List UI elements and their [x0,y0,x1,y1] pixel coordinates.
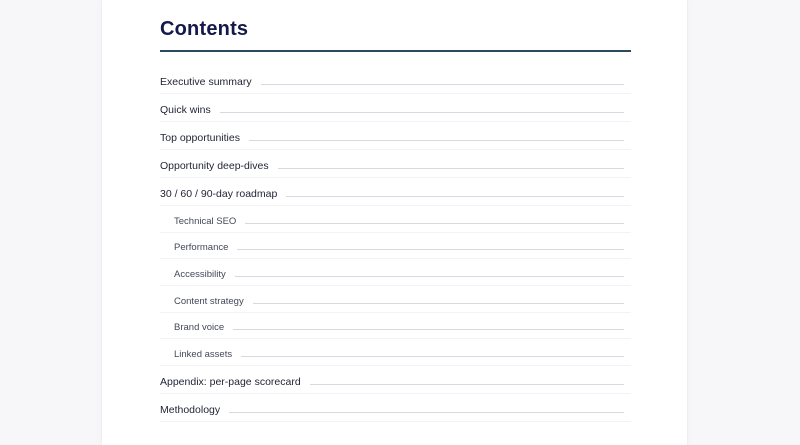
toc-entry-label: Top opportunities [160,132,240,144]
toc-entry-label: Methodology [160,404,221,417]
title-underline [160,50,631,52]
toc-leader-line [286,196,624,197]
toc-leader-line [310,384,624,385]
toc-entry-label: Accessibility [174,269,226,281]
toc-leader-line [220,112,624,113]
toc-entry-label: Content strategy [174,295,244,307]
toc-leader-line [229,412,624,413]
toc-subentry[interactable] [160,259,624,286]
toc-leader-line [261,84,624,85]
toc-leader-line [253,303,624,304]
toc-list [160,66,631,422]
toc-leader-line [245,223,624,224]
toc-entry-label: Performance [174,242,229,254]
toc-entry-label: 30 / 60 / 90-day roadmap [160,188,278,200]
toc-entry-label: Linked assets [174,349,233,361]
toc-subentry[interactable] [160,286,624,313]
document-page [102,0,687,445]
toc-leader-line [278,168,624,169]
toc-entry-label: Brand voice [174,322,225,334]
toc-entry[interactable] [160,394,624,422]
toc-leader-line [241,356,624,357]
toc-entry-label: Technical SEO [174,215,237,227]
contents-title: Contents [160,18,249,40]
toc-entry-label: Appendix: per-page scorecard [160,376,301,389]
toc-entry[interactable] [160,94,624,122]
toc-subentry[interactable] [160,339,624,366]
toc-entry[interactable] [160,122,624,150]
toc-entry-label: Executive summary [160,76,252,88]
toc-subentry[interactable] [160,233,624,260]
toc-leader-line [237,249,624,250]
toc-entry[interactable] [160,66,624,94]
toc-entry[interactable] [160,178,624,206]
toc-leader-line [249,140,624,141]
toc-entry[interactable] [160,366,624,394]
toc-entry-label: Opportunity deep-dives [160,160,269,172]
toc-subentry[interactable] [160,206,624,233]
toc-leader-line [235,276,624,277]
toc-leader-line [233,329,624,330]
toc-subentry[interactable] [160,313,624,340]
toc-entry[interactable] [160,150,624,178]
toc-entry-label: Quick wins [160,104,211,116]
